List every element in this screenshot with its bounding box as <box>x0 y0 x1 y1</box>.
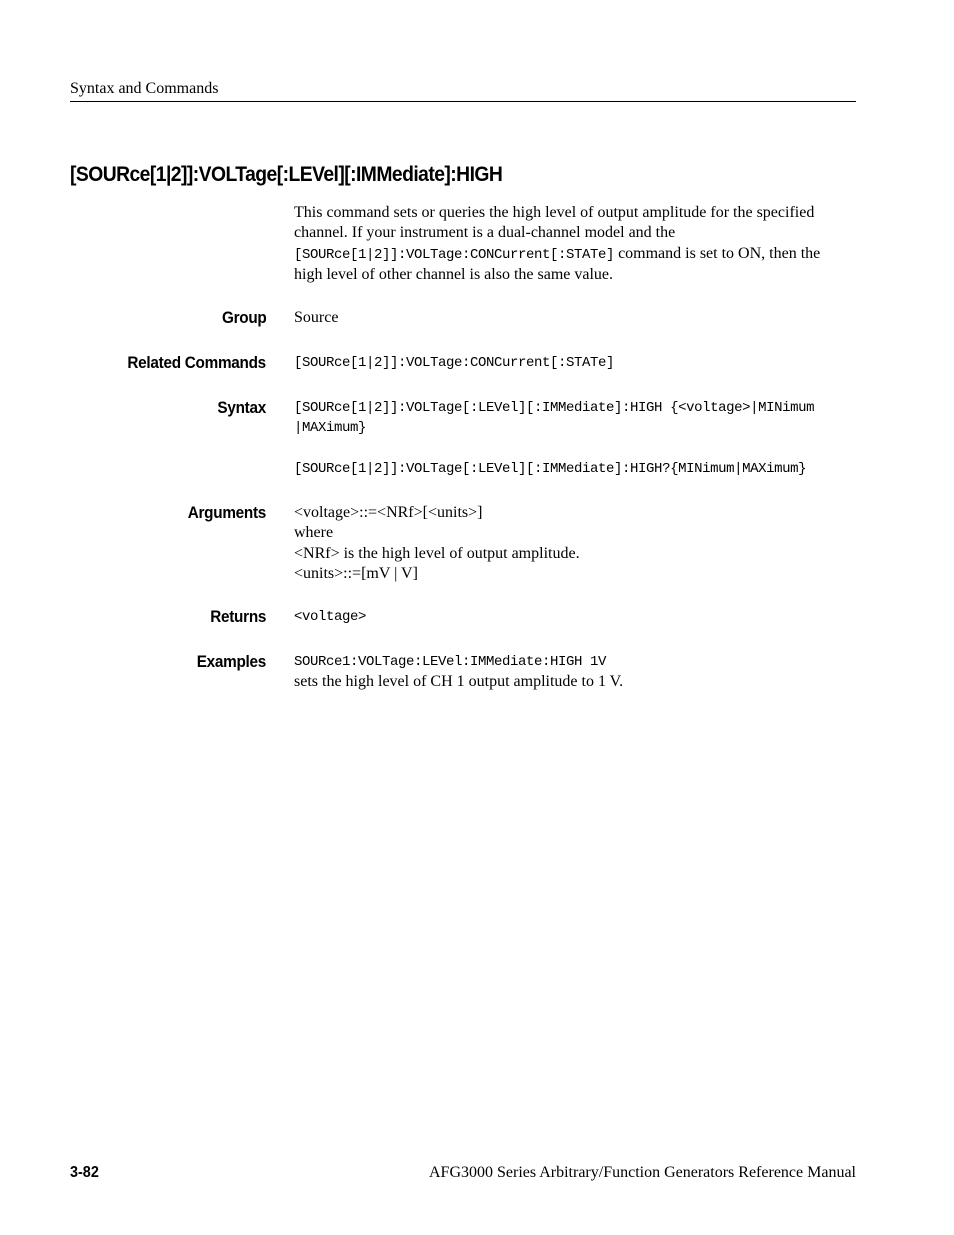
description-line: channel. If your instrument is a dual-channel model and the <box>294 224 676 242</box>
description-line <box>294 244 856 265</box>
arguments-block <box>294 503 856 584</box>
description-text: command is set to ON, then the <box>614 244 821 262</box>
description-line: high level of other channel is also the same value. <box>294 265 614 283</box>
argument-line: <units>::=[mV | V] <box>294 564 418 582</box>
example-description: sets the high level of CH 1 output amplitude to 1 V. <box>294 673 624 691</box>
argument-line: where <box>294 524 334 542</box>
inline-command-code: [SOURce[1|2]]:VOLTage:CONCurrent[:STATe] <box>294 246 615 263</box>
returns-value: <voltage> <box>294 609 367 625</box>
group-label: Group <box>221 308 266 327</box>
argument-line: <NRf> is the high level of output amplitude. <box>294 544 580 562</box>
example-code: SOURce1:VOLTage:LEVel:IMMediate:HIGH 1V <box>294 654 607 670</box>
argument-line: <voltage>::=<NRf>[<units>] <box>294 504 483 521</box>
returns-label: Returns <box>210 607 266 626</box>
group-value: Source <box>294 309 339 326</box>
syntax-set-form-continued: |MAXimum} <box>294 420 367 437</box>
description-line: This command sets or queries the high level of output amplitude for the specified <box>294 204 815 221</box>
header-rule <box>70 101 856 102</box>
syntax-set-form: [SOURce[1|2]]:VOLTage[:LEVel][:IMMediate]:HIGH {<voltage>|MINimum <box>294 400 815 416</box>
syntax-block <box>294 398 856 479</box>
related-commands-value: [SOURce[1|2]]:VOLTage:CONCurrent[:STATe] <box>294 355 615 371</box>
examples-block <box>294 652 856 693</box>
related-commands-label: Related Commands <box>127 353 266 372</box>
running-head: Syntax and Commands <box>70 80 219 97</box>
arguments-label: Arguments <box>187 503 266 522</box>
manual-title: AFG3000 Series Arbitrary/Function Generators Reference Manual <box>429 1164 856 1181</box>
command-description <box>294 203 856 285</box>
syntax-query-form: [SOURce[1|2]]:VOLTage[:LEVel][:IMMediate]:HIGH?{MINimum|MAXimum} <box>294 460 807 477</box>
syntax-label: Syntax <box>217 398 266 417</box>
page-number: 3-82 <box>70 1164 99 1181</box>
examples-label: Examples <box>196 652 266 671</box>
command-title: [SOURce[1|2]]:VOLTage[:LEVel][:IMMediate]:HIGH <box>70 163 503 186</box>
